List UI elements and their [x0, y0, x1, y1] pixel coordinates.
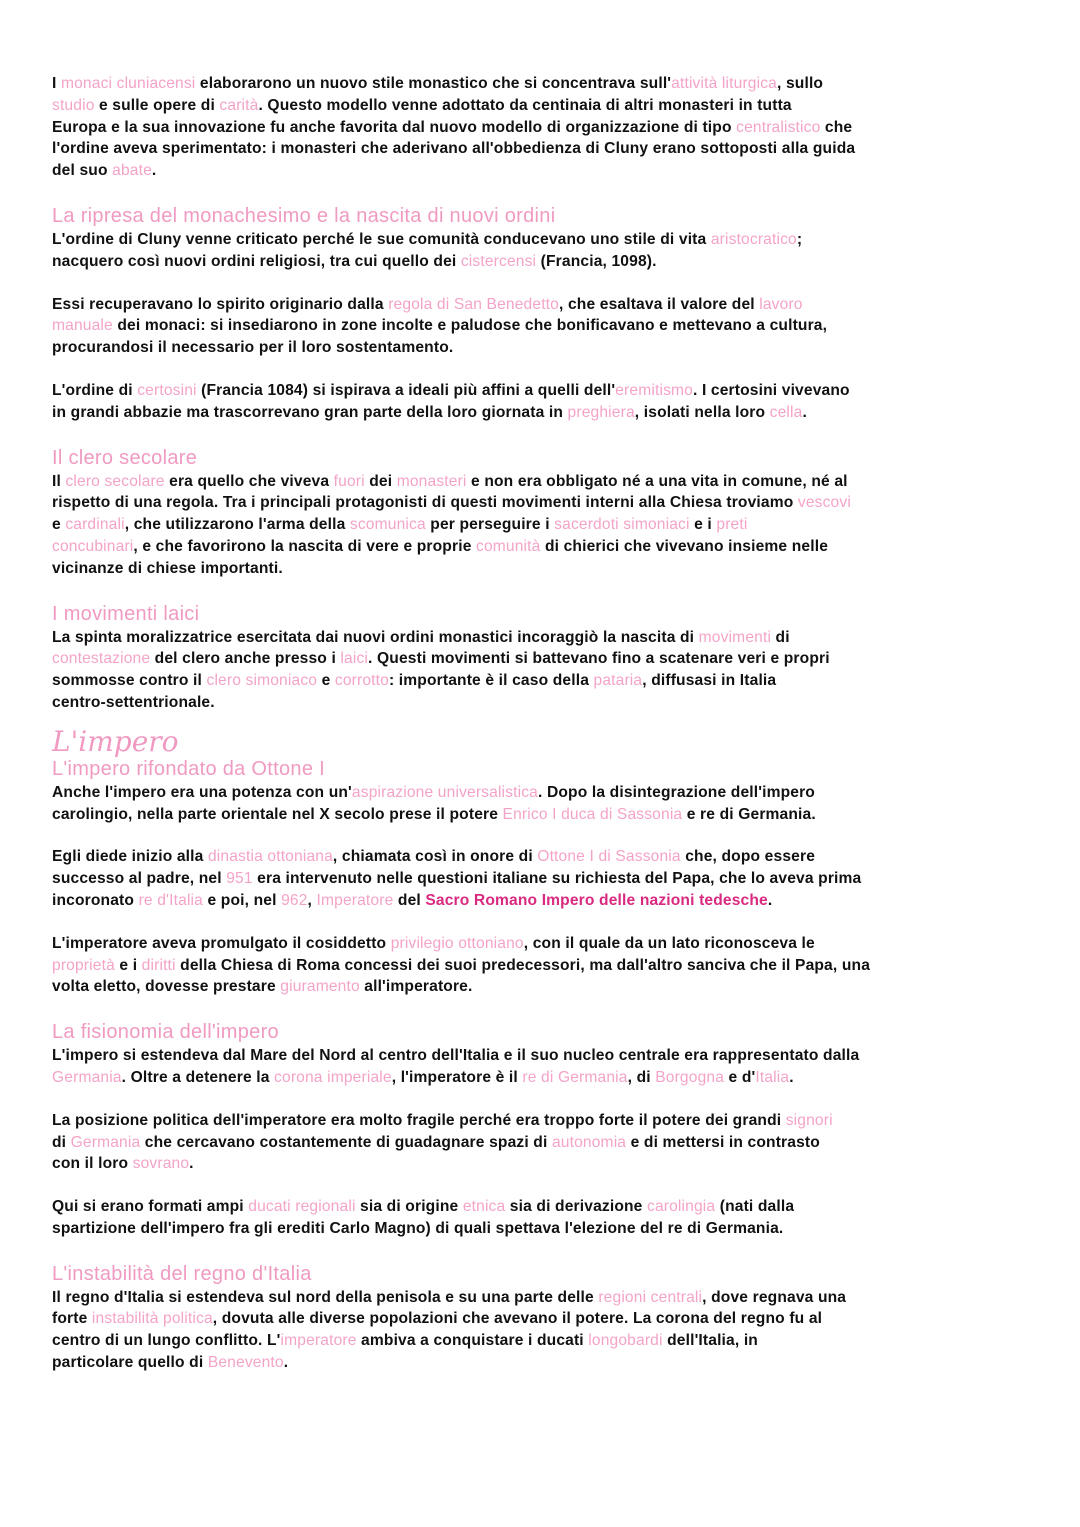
section-heading: La fisionomia dell'impero — [52, 1021, 279, 1044]
text-run: dell'Italia, in — [662, 1332, 758, 1350]
highlighted-term: centralistico — [736, 118, 821, 136]
highlighted-term: Imperatore — [316, 891, 394, 909]
text-line — [52, 492, 1042, 514]
text-run: di chierici che vivevano insieme nelle — [540, 537, 829, 555]
text-run: sia di derivazione — [505, 1198, 647, 1216]
highlighted-term: 951 — [226, 870, 253, 888]
text-run: . — [283, 1354, 289, 1372]
text-run: L'ordine di — [52, 381, 138, 399]
highlighted-term: Germania — [70, 1133, 141, 1151]
highlighted-term: cella — [769, 403, 803, 421]
text-run: spartizione dell'impero fra gli erediti Carlo Magno) di quali spettava l'elezione del re di Germania. — [52, 1219, 784, 1237]
text-line — [52, 73, 1042, 95]
text-line — [52, 536, 1042, 558]
text-run: Anche l'impero era una potenza con un' — [52, 783, 352, 801]
text-line — [52, 1218, 1042, 1240]
highlighted-term: contestazione — [52, 650, 151, 668]
highlighted-term: pataria — [593, 672, 643, 690]
text-line — [52, 251, 1042, 273]
paragraph — [52, 846, 1042, 911]
highlighted-term: carolingia — [647, 1198, 716, 1216]
text-line — [52, 1330, 1042, 1352]
text-line — [52, 868, 1042, 890]
highlighted-term: regioni centrali — [598, 1288, 703, 1306]
paragraph — [52, 380, 1042, 424]
text-line — [52, 95, 1042, 117]
text-run: dei — [364, 472, 397, 490]
text-run: carolingio, nella parte orientale nel X secolo prese il potere — [52, 805, 503, 823]
text-line — [52, 804, 1042, 826]
paragraph — [52, 294, 1042, 359]
text-run: . Dopo la disintegrazione dell'impero — [538, 783, 815, 801]
text-run: procurandosi il necessario per il loro sostentamento. — [52, 339, 454, 357]
section-heading: L'impero rifondato da Ottone I — [52, 757, 325, 780]
highlighted-term: Ottone I di Sassonia — [537, 848, 681, 866]
highlighted-term: concubinari — [52, 537, 134, 555]
text-run: , con il quale da un lato riconosceva le — [523, 934, 815, 952]
text-line — [52, 1352, 1042, 1374]
highlighted-term: 962 — [281, 891, 308, 909]
highlighted-term: autonomia — [551, 1133, 627, 1151]
text-run: sommosse contro il — [52, 672, 207, 690]
text-run: che cercavano costantemente di guadagnare spazi di — [140, 1133, 552, 1151]
text-run: e — [317, 672, 335, 690]
text-line — [52, 117, 1042, 139]
highlighted-term: privilegio ottoniano — [390, 934, 524, 952]
paragraph — [52, 933, 1042, 998]
text-run: incoronato — [52, 891, 139, 909]
text-run: di — [771, 628, 790, 646]
text-run: particolare quello di — [52, 1354, 208, 1372]
paragraph — [52, 73, 1042, 182]
text-line — [52, 955, 1042, 977]
highlighted-term: Italia — [755, 1068, 790, 1086]
text-run: , che utilizzarono l'arma della — [124, 516, 350, 534]
text-run: L'imperatore aveva promulgato il cosiddetto — [52, 934, 391, 952]
text-run: , dovuta alle diverse popolazioni che avevano il potere. La corona del regno fu al — [212, 1310, 823, 1328]
paragraph — [52, 1196, 1042, 1240]
text-line — [52, 627, 1042, 649]
paragraph — [52, 1287, 1042, 1374]
highlighted-term: etnica — [462, 1198, 506, 1216]
text-run: L'impero si estendeva dal Mare del Nord al centro dell'Italia e il suo nucleo centrale era rappresentato dalla — [52, 1047, 860, 1065]
text-line — [52, 670, 1042, 692]
text-run: , che esaltava il valore del — [558, 295, 760, 313]
highlighted-term: corrotto — [334, 672, 389, 690]
highlighted-term: laici — [340, 650, 369, 668]
section-heading: Il clero secolare — [52, 446, 198, 469]
text-run: , — [307, 891, 317, 909]
highlighted-term: longobardi — [588, 1332, 663, 1350]
highlighted-term: re d'Italia — [138, 891, 203, 909]
text-line — [52, 890, 1042, 912]
text-run: , dove regnava una — [702, 1288, 847, 1306]
text-line — [52, 402, 1042, 424]
text-run: La spinta moralizzatrice esercitata dai nuovi ordini monastici incoraggiò la nascita di — [52, 628, 699, 646]
highlighted-term: studio — [52, 96, 95, 114]
strong-highlighted-term: Sacro Romano Impero delle nazioni tedesche — [425, 891, 768, 909]
text-run: e — [52, 516, 66, 534]
highlighted-term: Germania — [52, 1068, 122, 1086]
highlighted-term: lavoro — [759, 295, 803, 313]
highlighted-term: proprietà — [52, 956, 115, 974]
paragraph — [52, 471, 1042, 580]
text-run: elaborarono un nuovo stile monastico che si concentrava sull' — [195, 75, 672, 92]
text-run: Il regno d'Italia si estendeva sul nord della penisola e su una parte delle — [52, 1288, 599, 1306]
text-run: rispetto di una regola. Tra i principali protagonisti di questi movimenti interni alla Chiesa troviamo — [52, 494, 798, 512]
text-run: . — [151, 162, 157, 180]
text-line — [52, 1196, 1042, 1218]
highlighted-term: preti — [716, 516, 748, 534]
text-run: e d' — [724, 1068, 756, 1086]
highlighted-term: attività liturgica — [671, 75, 777, 92]
paragraph — [52, 1045, 1042, 1089]
highlighted-term: scomunica — [349, 516, 426, 534]
highlighted-term: sacerdoti simoniaci — [554, 516, 690, 534]
highlighted-term: certosini — [137, 381, 197, 399]
highlighted-term: cistercensi — [460, 252, 537, 270]
highlighted-term: ducati regionali — [248, 1198, 356, 1216]
text-line — [52, 315, 1042, 337]
highlighted-term: eremitismo — [615, 381, 693, 399]
highlighted-term: imperatore — [280, 1332, 357, 1350]
text-run: (Francia, 1098). — [536, 252, 657, 270]
section-heading: La ripresa del monachesimo e la nascita di nuovi ordini — [52, 204, 556, 227]
text-line — [52, 160, 1042, 182]
text-line — [52, 648, 1042, 670]
text-run: forte — [52, 1310, 92, 1328]
text-line — [52, 1153, 1042, 1175]
text-run: era quello che viveva — [164, 472, 334, 490]
highlighted-term: clero simoniaco — [206, 672, 318, 690]
paragraph — [52, 627, 1042, 714]
text-run: era intervenuto nelle questioni italiane su richiesta del Papa, che lo aveva prima — [252, 870, 862, 888]
text-run: all'imperatore. — [359, 978, 473, 996]
text-run: dei monaci: si insediarono in zone incolte e paludose che bonificavano e mettevano a cultura, — [112, 317, 828, 335]
text-run: che — [820, 118, 853, 136]
text-run: , sullo — [777, 75, 824, 92]
highlighted-term: diritti — [141, 956, 176, 974]
text-line — [52, 558, 1042, 580]
text-run: e poi, nel — [203, 891, 282, 909]
text-run: e sulle opere di — [94, 96, 220, 114]
highlighted-term: clero secolare — [65, 472, 165, 490]
highlighted-term: regola di San Benedetto — [388, 295, 559, 313]
paragraph — [52, 229, 1042, 273]
chapter-title: L'impero — [52, 724, 179, 758]
text-line — [52, 138, 1042, 160]
text-run: sia di origine — [355, 1198, 463, 1216]
highlighted-term: abate — [112, 162, 152, 180]
text-line — [52, 782, 1042, 804]
highlighted-term: vescovi — [797, 494, 851, 512]
section-heading: I movimenti laici — [52, 602, 200, 625]
section-heading: L'instabilità del regno d'Italia — [52, 1262, 312, 1285]
text-run: nacquero così nuovi ordini religiosi, tra cui quello dei — [52, 252, 461, 270]
text-line — [52, 1045, 1042, 1067]
text-line — [52, 692, 1042, 714]
text-run: Essi recuperavano lo spirito originario dalla — [52, 295, 389, 313]
highlighted-term: giuramento — [280, 978, 360, 996]
text-run: (Francia 1084) si ispirava a ideali più affini a quelli dell' — [196, 381, 616, 399]
highlighted-term: re di Germania — [522, 1068, 628, 1086]
text-run: della Chiesa di Roma concessi dei suoi predecessori, ma dall'altro sanciva che il Papa, una — [175, 956, 871, 974]
text-run: ambiva a conquistare i ducati — [356, 1332, 589, 1350]
text-line — [52, 229, 1042, 251]
text-run: . — [789, 1068, 794, 1086]
text-run: I — [52, 75, 61, 92]
highlighted-term: Benevento — [207, 1354, 284, 1372]
text-run: L'ordine di Cluny venne criticato perché le sue comunità conducevano uno stile di vita — [52, 230, 711, 248]
highlighted-term: corona imperiale — [274, 1068, 392, 1086]
text-line — [52, 846, 1042, 868]
text-line — [52, 380, 1042, 402]
text-run: e re di Germania. — [682, 805, 816, 823]
highlighted-term: comunità — [476, 537, 541, 555]
text-run: del — [393, 891, 426, 909]
text-run: centro di un lungo conflitto. L' — [52, 1332, 281, 1350]
text-line — [52, 1067, 1042, 1089]
text-run: e i — [689, 516, 717, 534]
paragraph — [52, 782, 1042, 826]
text-line — [52, 294, 1042, 316]
text-run: . Oltre a detenere la — [121, 1068, 275, 1086]
text-line — [52, 933, 1042, 955]
highlighted-term: fuori — [333, 472, 365, 490]
text-run: e i — [114, 956, 142, 974]
text-run: in grandi abbazie ma trascorrevano gran parte della loro giornata in — [52, 403, 568, 421]
text-run: La posizione politica dell'imperatore era molto fragile perché era troppo forte il potere dei grandi — [52, 1111, 786, 1129]
text-run: (nati dalla — [715, 1198, 795, 1216]
highlighted-term: monasteri — [396, 472, 467, 490]
text-run: , e che favorirono la nascita di vere e proprie — [133, 537, 476, 555]
text-run: Europa e la sua innovazione fu anche favorita dal nuovo modello di organizzazione di tipo — [52, 118, 737, 136]
text-run: , diffusasi in Italia — [642, 672, 777, 690]
text-run: Egli diede inizio alla — [52, 848, 208, 866]
highlighted-term: carità — [219, 96, 259, 114]
text-run: con il loro — [52, 1155, 133, 1173]
text-line — [52, 1110, 1042, 1132]
text-run: e di mettersi in contrasto — [626, 1133, 820, 1151]
text-line — [52, 976, 1042, 998]
text-run: , isolati nella loro — [634, 403, 770, 421]
highlighted-term: instabilità politica — [91, 1310, 213, 1328]
highlighted-term: aspirazione universalistica — [351, 783, 538, 801]
text-run: Il — [52, 472, 66, 490]
text-run: del suo — [52, 162, 113, 180]
highlighted-term: signori — [785, 1111, 833, 1129]
highlighted-term: cardinali — [65, 516, 125, 534]
text-run: del clero anche presso i — [150, 650, 341, 668]
text-run: . — [767, 891, 773, 909]
text-run: vicinanze di chiese importanti. — [52, 559, 283, 577]
highlighted-term: aristocratico — [710, 230, 797, 248]
highlighted-term: movimenti — [698, 628, 772, 646]
highlighted-term: preghiera — [567, 403, 635, 421]
highlighted-term: Enrico I duca di Sassonia — [502, 805, 683, 823]
highlighted-term: sovrano — [132, 1155, 190, 1173]
text-run: . — [802, 403, 807, 421]
text-run: , chiamata così in onore di — [332, 848, 538, 866]
text-run: Qui si erano formati ampi — [52, 1198, 249, 1216]
text-run: centro-settentrionale. — [52, 693, 215, 711]
text-run: . Questo modello venne adottato da centinaia di altri monasteri in tutta — [258, 96, 792, 114]
text-line — [52, 337, 1042, 359]
text-line — [52, 514, 1042, 536]
text-line — [52, 1287, 1042, 1309]
text-run: e non era obbligato né a una vita in comune, né al — [466, 472, 848, 490]
highlighted-term: monaci cluniacensi — [60, 75, 196, 92]
text-run: . I certosini vivevano — [692, 381, 850, 399]
text-run: , di — [627, 1068, 656, 1086]
text-run: volta eletto, dovesse prestare — [52, 978, 281, 996]
text-run: , l'imperatore è il — [391, 1068, 523, 1086]
text-run: ; — [796, 230, 803, 248]
paragraph — [52, 1110, 1042, 1175]
highlighted-term: manuale — [52, 317, 113, 335]
text-run: per perseguire i — [425, 516, 555, 534]
text-run: . — [189, 1155, 194, 1173]
text-run: : importante è il caso della — [388, 672, 594, 690]
notes-document — [52, 73, 1042, 1395]
text-line — [52, 1132, 1042, 1154]
text-run: . Questi movimenti si battevano fino a scatenare veri e propri — [368, 650, 830, 668]
highlighted-term: dinastia ottoniana — [207, 848, 333, 866]
text-line — [52, 471, 1042, 493]
highlighted-term: Borgogna — [655, 1068, 725, 1086]
text-run: l'ordine aveva sperimentato: i monasteri che aderivano all'obbedienza di Cluny erano sottoposti alla guida — [52, 140, 856, 158]
text-line — [52, 1308, 1042, 1330]
text-run: successo al padre, nel — [52, 870, 227, 888]
text-run: di — [52, 1133, 71, 1151]
text-run: che, dopo essere — [680, 848, 816, 866]
